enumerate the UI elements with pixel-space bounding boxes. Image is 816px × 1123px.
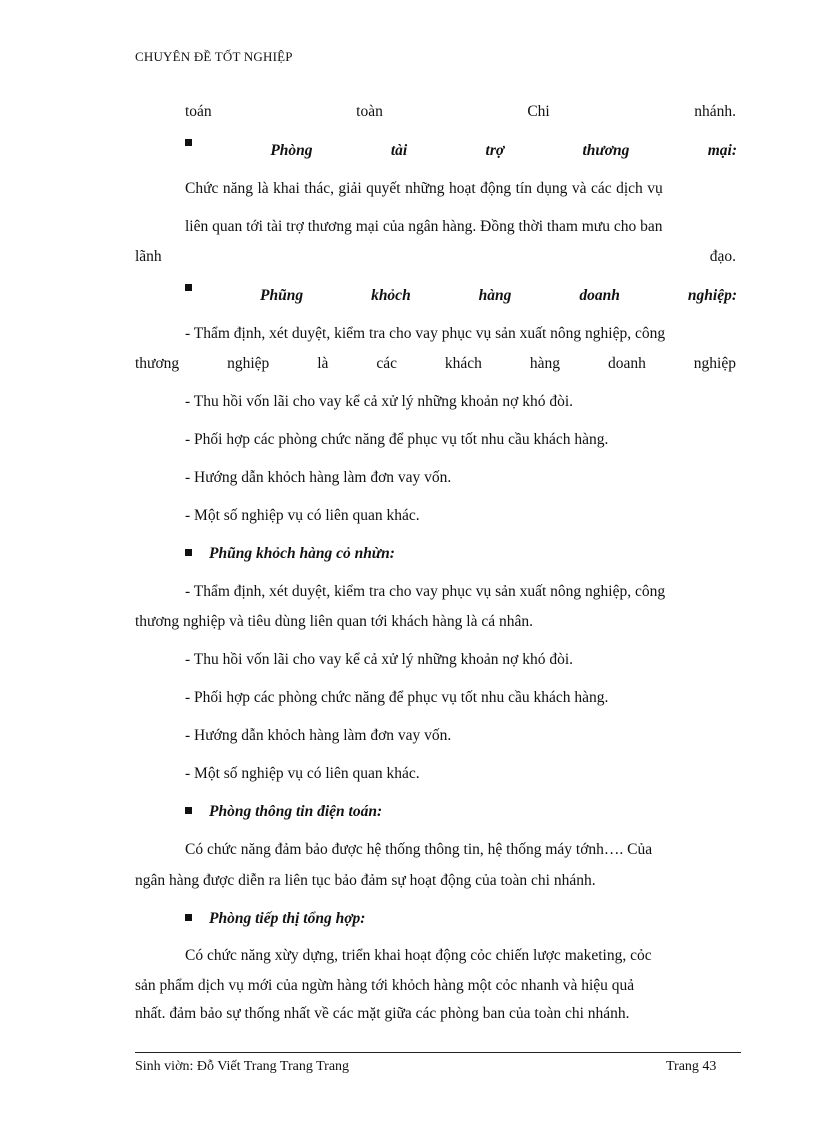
word: Phòng	[270, 142, 313, 159]
body-line-1	[185, 102, 736, 122]
word: Chi	[527, 103, 550, 120]
body-line-3: liên quan tới tài trợ thương mại của ngân hàng. Đồng thời tham mưu cho ban	[185, 218, 663, 235]
bullet-icon	[185, 139, 192, 146]
footer-page-number: Trang 43	[666, 1059, 717, 1074]
body-line-21: nhất. đảm bảo sự thống nhất về các mặt giữa các phòng ban của toàn chi nhánh.	[135, 1005, 630, 1022]
body-line-19: Có chức năng xừy dựng, triển khai hoạt động cỏc chiến lược maketing, cỏc	[185, 947, 652, 964]
word: Phũng	[259, 287, 304, 304]
body-line-6	[135, 354, 736, 374]
footer-divider	[135, 1052, 741, 1053]
word: đạo.	[709, 248, 736, 265]
body-line-13: - Thu hồi vốn lãi cho vay kể cả xử lý những khoản nợ khó đòi.	[185, 651, 574, 668]
word: các	[376, 355, 397, 372]
word: thương	[582, 142, 630, 159]
word: nghiệp	[693, 355, 736, 372]
heading-text: Phòng tiếp thị tổng hợp:	[209, 910, 366, 927]
section-heading-it	[185, 802, 382, 822]
body-line-20: sản phẩm dịch vụ mới của ngừn hàng tới khỏch hàng một cỏc nhanh và hiệu quả	[135, 977, 635, 994]
word: là	[317, 355, 329, 372]
word: hàng	[529, 355, 561, 372]
word: doanh	[607, 355, 646, 372]
bullet-icon	[185, 914, 192, 921]
word: doanh	[579, 287, 620, 304]
word: thương	[135, 355, 180, 372]
section-heading-marketing	[185, 909, 365, 929]
body-line-10: - Một số nghiệp vụ có liên quan khác.	[185, 507, 420, 524]
body-line-14: - Phối hợp các phòng chức năng để phục vụ tốt nhu cầu khách hàng.	[185, 689, 609, 706]
body-line-12: thương nghiệp và tiêu dùng liên quan tới khách hàng là cá nhân.	[135, 613, 533, 630]
body-line-16: - Một số nghiệp vụ có liên quan khác.	[185, 765, 420, 782]
body-line-18: ngân hàng được diễn ra liên tục bảo đảm sự hoạt động của toàn chi nhánh.	[135, 872, 596, 889]
body-line-8: - Phối hợp các phòng chức năng để phục vụ tốt nhu cầu khách hàng.	[185, 431, 609, 448]
body-line-7: - Thu hồi vốn lãi cho vay kể cả xử lý những khoản nợ khó đòi.	[185, 393, 574, 410]
word: trợ	[485, 142, 505, 159]
body-line-5: - Thẩm định, xét duyệt, kiểm tra cho vay phục vụ sản xuất nông nghiệp, công	[185, 325, 666, 342]
word: hàng	[478, 287, 512, 304]
word: toán	[185, 103, 212, 120]
heading-text: Phòng thông tin điện toán:	[209, 803, 383, 820]
body-line-11: - Thẩm định, xét duyệt, kiểm tra cho vay phục vụ sản xuất nông nghiệp, công	[185, 583, 666, 600]
bullet-icon	[185, 284, 192, 291]
section-heading-individual-customers	[185, 544, 395, 564]
word: nhánh.	[694, 103, 736, 120]
document-header: CHUYÊN ĐỀ TỐT NGHIỆP	[135, 49, 293, 64]
section-heading-trade-finance	[185, 141, 737, 161]
word: nghiệp	[227, 355, 270, 372]
word: nghiệp:	[687, 287, 737, 304]
word: mại:	[707, 142, 737, 159]
word: lãnh	[135, 248, 162, 265]
word: toàn	[356, 103, 383, 120]
body-line-2: Chức năng là khai thác, giải quyết những hoạt động tín dụng và các dịch vụ	[185, 180, 663, 197]
footer-author: Sinh viờn: Đỗ Viết Trang Trang Trang	[135, 1059, 350, 1074]
word: tài	[390, 142, 408, 159]
body-line-4	[135, 247, 736, 267]
heading-text: Phũng khỏch hàng cỏ nhừn:	[209, 545, 395, 562]
section-heading-corporate-customers	[185, 286, 737, 306]
body-line-9: - Hướng dẫn khỏch hàng làm đơn vay vốn.	[185, 469, 452, 486]
word: khỏch	[371, 287, 411, 304]
bullet-icon	[185, 807, 192, 814]
bullet-icon	[185, 549, 192, 556]
body-line-15: - Hướng dẫn khỏch hàng làm đơn vay vốn.	[185, 727, 452, 744]
body-line-17: Có chức năng đảm bảo được hệ thống thông tin, hệ thống máy tớnh…. Của	[185, 841, 653, 858]
word: khách	[444, 355, 482, 372]
